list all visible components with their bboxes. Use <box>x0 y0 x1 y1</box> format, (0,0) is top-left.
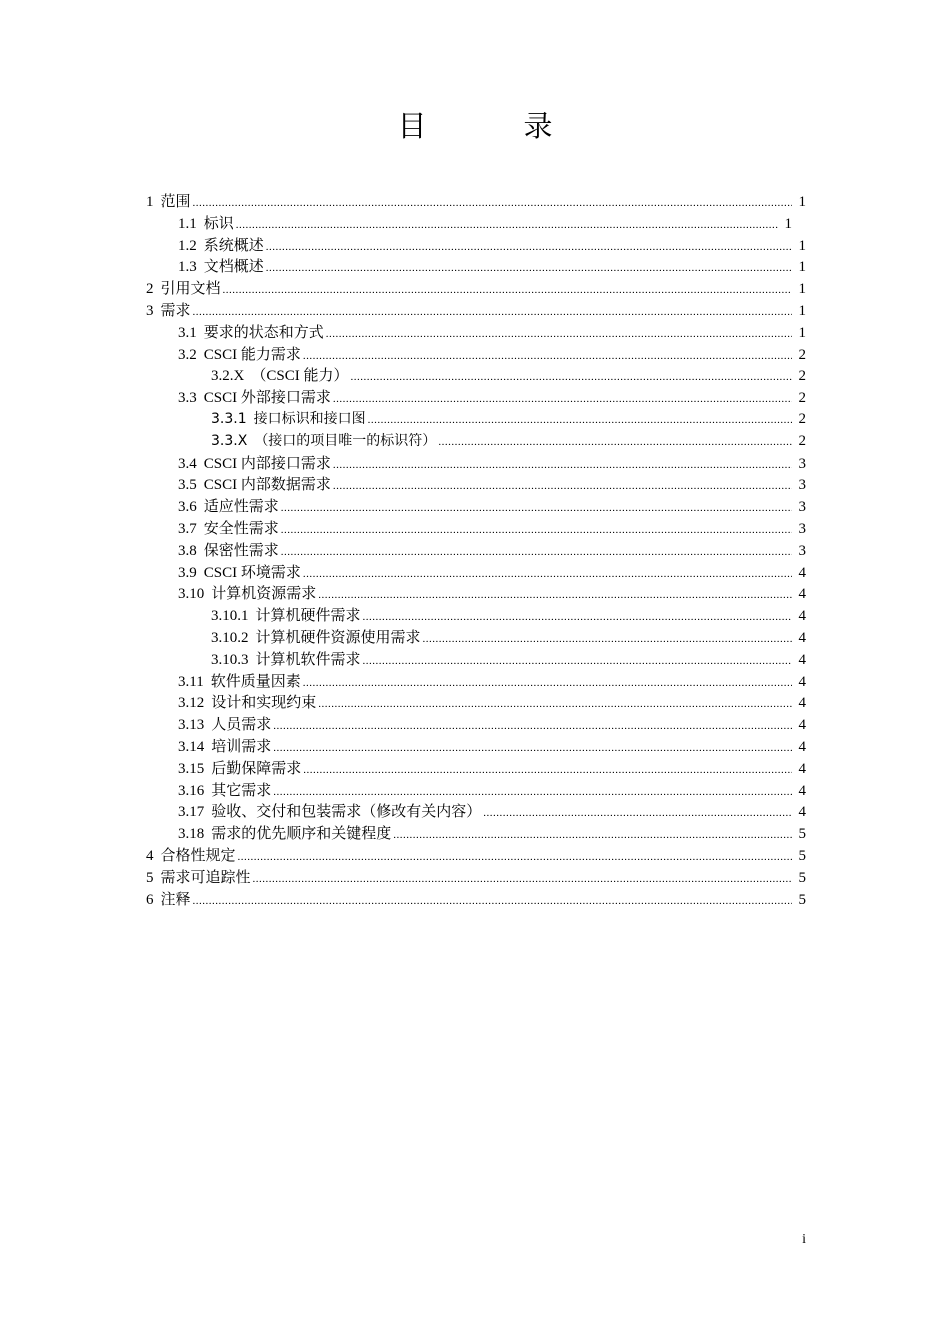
toc-entry[interactable] <box>146 691 806 713</box>
toc-entry-label <box>211 408 366 428</box>
toc-entry-page: 5 <box>798 847 806 864</box>
toc-entry-title: 计算机硬件资源使用需求 <box>255 629 421 646</box>
toc-entry-page: 4 <box>798 673 806 690</box>
toc-entry[interactable] <box>146 844 806 866</box>
toc-entry-title: 培训需求 <box>211 738 272 755</box>
toc-entry-number: 3.4 <box>178 455 197 472</box>
toc-dot-leader <box>368 414 792 426</box>
toc-entry-number: 3.9 <box>178 564 197 581</box>
toc-dot-leader <box>281 524 792 536</box>
toc-entry-page: 4 <box>798 804 806 821</box>
toc-entry-title: 保密性需求 <box>203 542 279 559</box>
toc-entry-title: 计算机硬件需求 <box>255 608 361 625</box>
toc-dot-leader <box>303 677 792 689</box>
toc-entry-label <box>178 691 316 712</box>
toc-entry[interactable] <box>146 473 806 495</box>
toc-entry-page: 3 <box>798 477 806 494</box>
toc-dot-leader <box>273 786 792 798</box>
toc-entry-label <box>178 321 324 342</box>
toc-entry[interactable] <box>146 452 806 474</box>
toc-entry[interactable] <box>146 604 806 626</box>
toc-entry-label <box>178 670 301 691</box>
toc-entry-page: 3 <box>798 499 806 516</box>
toc-entry-number: 3.10.1 <box>211 608 249 625</box>
toc-entry-title: 其它需求 <box>211 782 272 799</box>
toc-entry[interactable] <box>146 648 806 670</box>
toc-entry-label <box>146 190 191 211</box>
toc-entry-number: 3.5 <box>178 477 197 494</box>
toc-entry-label <box>146 299 191 320</box>
toc-entry-title: 要求的状态和方式 <box>203 324 324 341</box>
toc-entry-number: 3.8 <box>178 542 197 559</box>
toc-entry-title: CSCI 内部数据需求 <box>203 477 331 494</box>
toc-entry-title: 适应性需求 <box>203 499 279 516</box>
toc-entry-page: 1 <box>784 215 792 232</box>
toc-entry[interactable] <box>146 517 806 539</box>
toc-entry[interactable] <box>146 561 806 583</box>
toc-dot-leader <box>423 633 792 645</box>
toc-entry-number: 3.7 <box>178 520 197 537</box>
toc-entry-page: 4 <box>798 782 806 799</box>
toc-entry-label <box>211 626 421 647</box>
toc-entry-label <box>178 234 264 255</box>
toc-entry-page: 4 <box>798 608 806 625</box>
toc-entry-title: 文档概述 <box>203 259 264 276</box>
toc-dot-leader <box>193 197 792 209</box>
toc-entry-page: 5 <box>798 826 806 843</box>
toc-entry-number: 3.3.1 <box>211 410 247 427</box>
toc-dot-leader <box>281 546 792 558</box>
toc-entry-page: 3 <box>798 455 806 472</box>
toc-entry[interactable] <box>146 539 806 561</box>
toc-dot-leader <box>393 829 792 841</box>
toc-dot-leader <box>193 306 792 318</box>
toc-entry-label <box>178 757 301 778</box>
toc-entry[interactable] <box>146 364 806 386</box>
toc-entry-label <box>178 386 331 407</box>
toc-entry-title: CSCI 外部接口需求 <box>203 390 331 407</box>
toc-entry-number: 5 <box>146 869 154 886</box>
toc-dot-leader <box>318 698 792 710</box>
toc-entry[interactable] <box>146 735 806 757</box>
toc-entry-page: 4 <box>798 738 806 755</box>
toc-entry[interactable] <box>146 277 806 299</box>
toc-entry-title: 计算机软件需求 <box>255 651 361 668</box>
toc-entry-label <box>146 866 251 887</box>
toc-entry[interactable] <box>146 866 806 888</box>
toc-entry-title: 后勤保障需求 <box>211 760 302 777</box>
toc-entry[interactable] <box>146 757 806 779</box>
toc-entry[interactable] <box>146 386 806 408</box>
toc-entry-title: （CSCI 能力） <box>251 368 349 385</box>
toc-entry-page: 4 <box>798 695 806 712</box>
toc-entry-number: 3.11 <box>178 673 204 690</box>
toc-dot-leader <box>333 393 792 405</box>
toc-entry-title: 需求的优先顺序和关键程度 <box>211 826 392 843</box>
toc-entry-number: 3.3.X <box>211 432 248 449</box>
toc-entry-page: 4 <box>798 717 806 734</box>
toc-entry-title: 需求 <box>160 302 191 319</box>
toc-entry-label <box>178 343 301 364</box>
toc-dot-leader <box>273 720 792 732</box>
toc-entry-number: 4 <box>146 847 154 864</box>
toc-entry-page: 4 <box>798 586 806 603</box>
toc-entry-number: 3.14 <box>178 738 205 755</box>
toc-entry-title: 安全性需求 <box>203 520 279 537</box>
toc-dot-leader <box>193 895 792 907</box>
toc-entry[interactable] <box>146 408 806 430</box>
toc-entry-title: 范围 <box>160 194 191 210</box>
toc-entry-page: 1 <box>798 194 806 210</box>
toc-entry-label <box>178 713 271 734</box>
toc-entry-page: 4 <box>798 651 806 668</box>
toc-entry-label <box>178 539 279 560</box>
toc-entry-title: 人员需求 <box>211 717 272 734</box>
toc-entry-title: 软件质量因素 <box>210 673 301 690</box>
toc-entry-title: 系统概述 <box>203 237 264 254</box>
toc-dot-leader <box>236 219 778 231</box>
toc-dot-leader <box>333 459 792 471</box>
toc-entry-number: 1 <box>146 194 154 210</box>
toc-entry-label <box>178 473 331 494</box>
toc-entry[interactable] <box>146 670 806 692</box>
toc-entry-label <box>178 452 331 473</box>
toc-entry[interactable] <box>146 626 806 648</box>
toc-entry-title: 合格性规定 <box>160 847 236 864</box>
toc-entry-label <box>178 517 279 538</box>
toc-entry-title: 计算机资源需求 <box>211 586 317 603</box>
toc-entry-label <box>211 364 348 385</box>
toc-entry-title: 注释 <box>160 891 191 908</box>
toc-entry-number: 2 <box>146 281 154 298</box>
toc-entry-label <box>178 561 301 582</box>
toc-entry[interactable] <box>146 713 806 735</box>
toc-entry[interactable] <box>146 888 806 910</box>
toc-entry[interactable] <box>146 495 806 517</box>
toc-entry-page: 4 <box>798 564 806 581</box>
toc-entry-page: 1 <box>798 237 806 254</box>
toc-dot-leader <box>483 807 792 819</box>
toc-entry-page: 1 <box>798 281 806 298</box>
toc-entry-page: 1 <box>798 259 806 276</box>
toc-entry-label <box>178 495 279 516</box>
toc-entry[interactable] <box>146 321 806 343</box>
table-of-contents <box>146 190 806 909</box>
toc-entry-number: 3.10.3 <box>211 651 249 668</box>
toc-dot-leader <box>303 764 792 776</box>
toc-entry-label <box>178 779 271 800</box>
toc-entry-number: 3.10.2 <box>211 629 249 646</box>
toc-entry-number: 3.3 <box>178 390 197 407</box>
toc-entry-page: 2 <box>798 390 806 407</box>
toc-entry-page: 5 <box>798 891 806 908</box>
toc-entry-label <box>178 800 481 821</box>
toc-entry[interactable] <box>146 343 806 365</box>
page-title: 目 录 <box>397 109 587 143</box>
toc-entry-number: 3.10 <box>178 586 205 603</box>
toc-entry-page: 2 <box>798 432 806 449</box>
toc-entry-number: 1.2 <box>178 237 197 254</box>
toc-entry-number: 3.15 <box>178 760 205 777</box>
toc-entry-title: 标识 <box>203 215 234 232</box>
toc-entry-title: CSCI 内部接口需求 <box>203 455 331 472</box>
toc-dot-leader <box>223 284 792 296</box>
toc-dot-leader <box>318 589 792 601</box>
toc-entry[interactable] <box>146 800 806 822</box>
toc-dot-leader <box>363 611 792 623</box>
toc-entry[interactable] <box>146 190 806 212</box>
toc-entry-page: 3 <box>798 542 806 559</box>
toc-entry-page: 1 <box>798 302 806 319</box>
toc-dot-leader <box>303 350 792 362</box>
page-number: i <box>802 1232 806 1247</box>
toc-dot-leader <box>281 502 792 514</box>
toc-dot-leader <box>326 328 792 340</box>
toc-entry[interactable] <box>146 234 806 256</box>
toc-entry[interactable] <box>146 822 806 844</box>
toc-dot-leader <box>273 742 792 754</box>
toc-entry-title: CSCI 能力需求 <box>203 346 301 363</box>
toc-entry-number: 3.2.X <box>211 368 245 385</box>
toc-dot-leader <box>363 655 792 667</box>
toc-entry-title: 验收、交付和包装需求（修改有关内容） <box>211 804 482 821</box>
toc-entry[interactable] <box>146 299 806 321</box>
toc-entry-number: 1.1 <box>178 215 197 232</box>
toc-entry-page: 5 <box>798 869 806 886</box>
toc-entry-page: 2 <box>798 368 806 385</box>
toc-entry-number: 1.3 <box>178 259 197 276</box>
toc-entry-page: 2 <box>798 410 806 427</box>
toc-entry-title: CSCI 环境需求 <box>203 564 301 581</box>
toc-entry-label <box>178 582 316 603</box>
toc-dot-leader <box>303 568 792 580</box>
toc-entry-number: 6 <box>146 891 154 908</box>
toc-entry-label <box>211 648 361 669</box>
toc-entry-label <box>146 277 221 298</box>
toc-entry-number: 3.16 <box>178 782 205 799</box>
toc-dot-leader <box>266 262 792 274</box>
toc-entry[interactable] <box>146 779 806 801</box>
toc-entry-label <box>178 735 271 756</box>
toc-entry-page: 3 <box>798 520 806 537</box>
toc-entry-number: 3.18 <box>178 826 205 843</box>
toc-entry-title: （接口的项目唯一的标识符） <box>254 432 437 449</box>
toc-entry-label <box>211 430 436 450</box>
toc-entry-number: 3.13 <box>178 717 205 734</box>
toc-entry-page: 2 <box>798 346 806 363</box>
toc-entry-page: 4 <box>798 760 806 777</box>
toc-entry-label <box>178 255 264 276</box>
toc-entry[interactable] <box>146 430 806 452</box>
toc-dot-leader <box>266 241 792 253</box>
toc-dot-leader <box>350 371 792 383</box>
toc-entry[interactable] <box>146 255 806 277</box>
toc-dot-leader <box>333 480 792 492</box>
toc-entry-number: 3.1 <box>178 324 197 341</box>
toc-entry-number: 3.6 <box>178 499 197 516</box>
toc-entry-title: 设计和实现约束 <box>211 695 317 712</box>
toc-entry-title: 引用文档 <box>160 281 221 298</box>
toc-entry-label <box>178 822 391 843</box>
toc-entry[interactable] <box>146 582 806 604</box>
toc-dot-leader <box>438 436 792 448</box>
toc-dot-leader <box>253 873 792 885</box>
toc-entry-label <box>146 888 191 909</box>
toc-entry-page: 1 <box>798 324 806 341</box>
toc-entry-label <box>146 844 236 865</box>
toc-entry-title: 需求可追踪性 <box>160 869 251 886</box>
toc-entry-page: 4 <box>798 629 806 646</box>
toc-entry-number: 3.2 <box>178 346 197 363</box>
toc-entry-number: 3 <box>146 302 154 319</box>
toc-entry-label <box>178 212 234 233</box>
toc-entry-title: 接口标识和接口图 <box>253 410 366 427</box>
toc-entry-label <box>211 604 361 625</box>
toc-entry-number: 3.17 <box>178 804 205 821</box>
toc-dot-leader <box>238 851 792 863</box>
toc-entry-number: 3.12 <box>178 695 205 712</box>
toc-entry[interactable] <box>146 212 806 234</box>
